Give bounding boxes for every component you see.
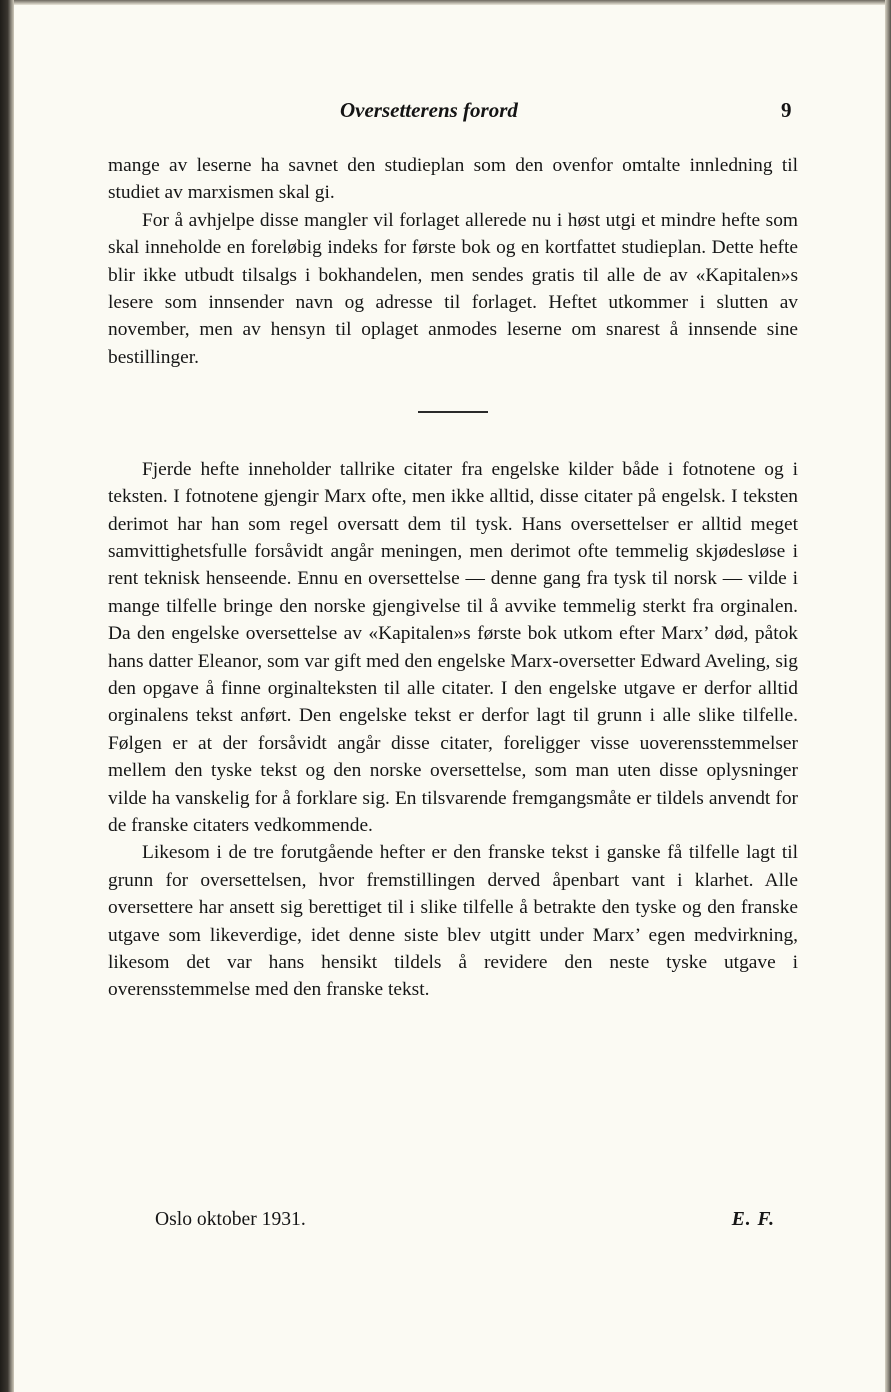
- paragraph-english-citations: Fjerde hefte inneholder tallrike citater fra engelske kilder både i fotnotene og i teksten. I fotnotene gjengir Marx ofte, men ikke alltid, disse citater på engelsk. I teksten derimot har han som regel oversatt dem til tysk. Hans oversettelser er alltid meget samvittighetsfulle forsåvidt angår meningen, men derimot ofte temmelig skjødesløse i rent teknisk henseende. Ennu en oversettelse — denne gang fra tysk til norsk — vilde i mange tilfelle bringe den norske gjengivelse til å avvike temmelig sterkt fra orginalen. Da den engelske oversettelse av «Kapitalen»s første bok utkom efter Marx’ død, påtok hans datter Eleanor, som var gift med den engelske Marx-oversetter Edward Aveling, sig den opgave å finne orginalteksten til alle citater. I den engelske utgave er derfor alltid orginalens tekst anført. Den engelske tekst er derfor lagt til grunn i alle slike tilfelle. Følgen er at der forsåvidt angår disse citater, foreligger visse uoverensstemmelser mellem den tyske tekst og den norske oversettelse, som man uten disse oplysninger vilde ha vanskelig for å forklare sig. En tilsvarende fremgangsmåte er tildels anvendt for de franske citaters vedkommende.: [108, 458, 798, 837]
- place-date: Oslo oktober 1931.: [155, 1209, 306, 1230]
- paragraph-french-text: Likesom i de tre forutgående hefter er den franske tekst i ganske få tilfelle lagt til grunn for oversettelsen, hvor fremstillingen derved åpenbart vant i klarhet. Alle oversettere har ansett sig berettiget til i slike tilfelle å betrakte den tyske og den franske utgave som likeverdige, idet denne siste blev utgitt under Marx’ egen medvirkning, likesom det var hans hensikt tildels å revidere den neste tyske utgave i overensstemmelse med den franske tekst.: [108, 842, 798, 1001]
- paragraph-continuation: mange av leserne ha savnet den studieplan som den ovenfor omtalte innledning til studiet av marxismen skal gi.: [108, 155, 798, 204]
- paragraph-index-notice: For å avhjelpe disse mangler vil forlaget allerede nu i høst utgi et mindre hefte som skal inneholde en foreløbig indeks for første bok og en kortfattet studieplan. Dette hefte blir ikke utbudt tilsalgs i bokhandelen, men sendes gratis til alle de av «Kapitalen»s lesere som innsender navn og adresse til forlaget. Heftet utkommer i slutten av november, men av hensyn til oplaget anmodes leserne om snarest å innsende sine bestillinger.: [108, 209, 798, 368]
- signature-row: [155, 1209, 775, 1239]
- translator-initials: E. F.: [731, 1209, 775, 1230]
- running-head: [0, 98, 891, 128]
- body-text: [108, 152, 798, 1004]
- section-separator: [418, 411, 488, 413]
- scan-edge-right: [885, 0, 891, 1392]
- running-title: Oversetterens forord: [340, 98, 518, 122]
- scan-edge-left: [0, 0, 14, 1392]
- scan-edge-top: [14, 0, 885, 5]
- page-number: 9: [781, 98, 792, 122]
